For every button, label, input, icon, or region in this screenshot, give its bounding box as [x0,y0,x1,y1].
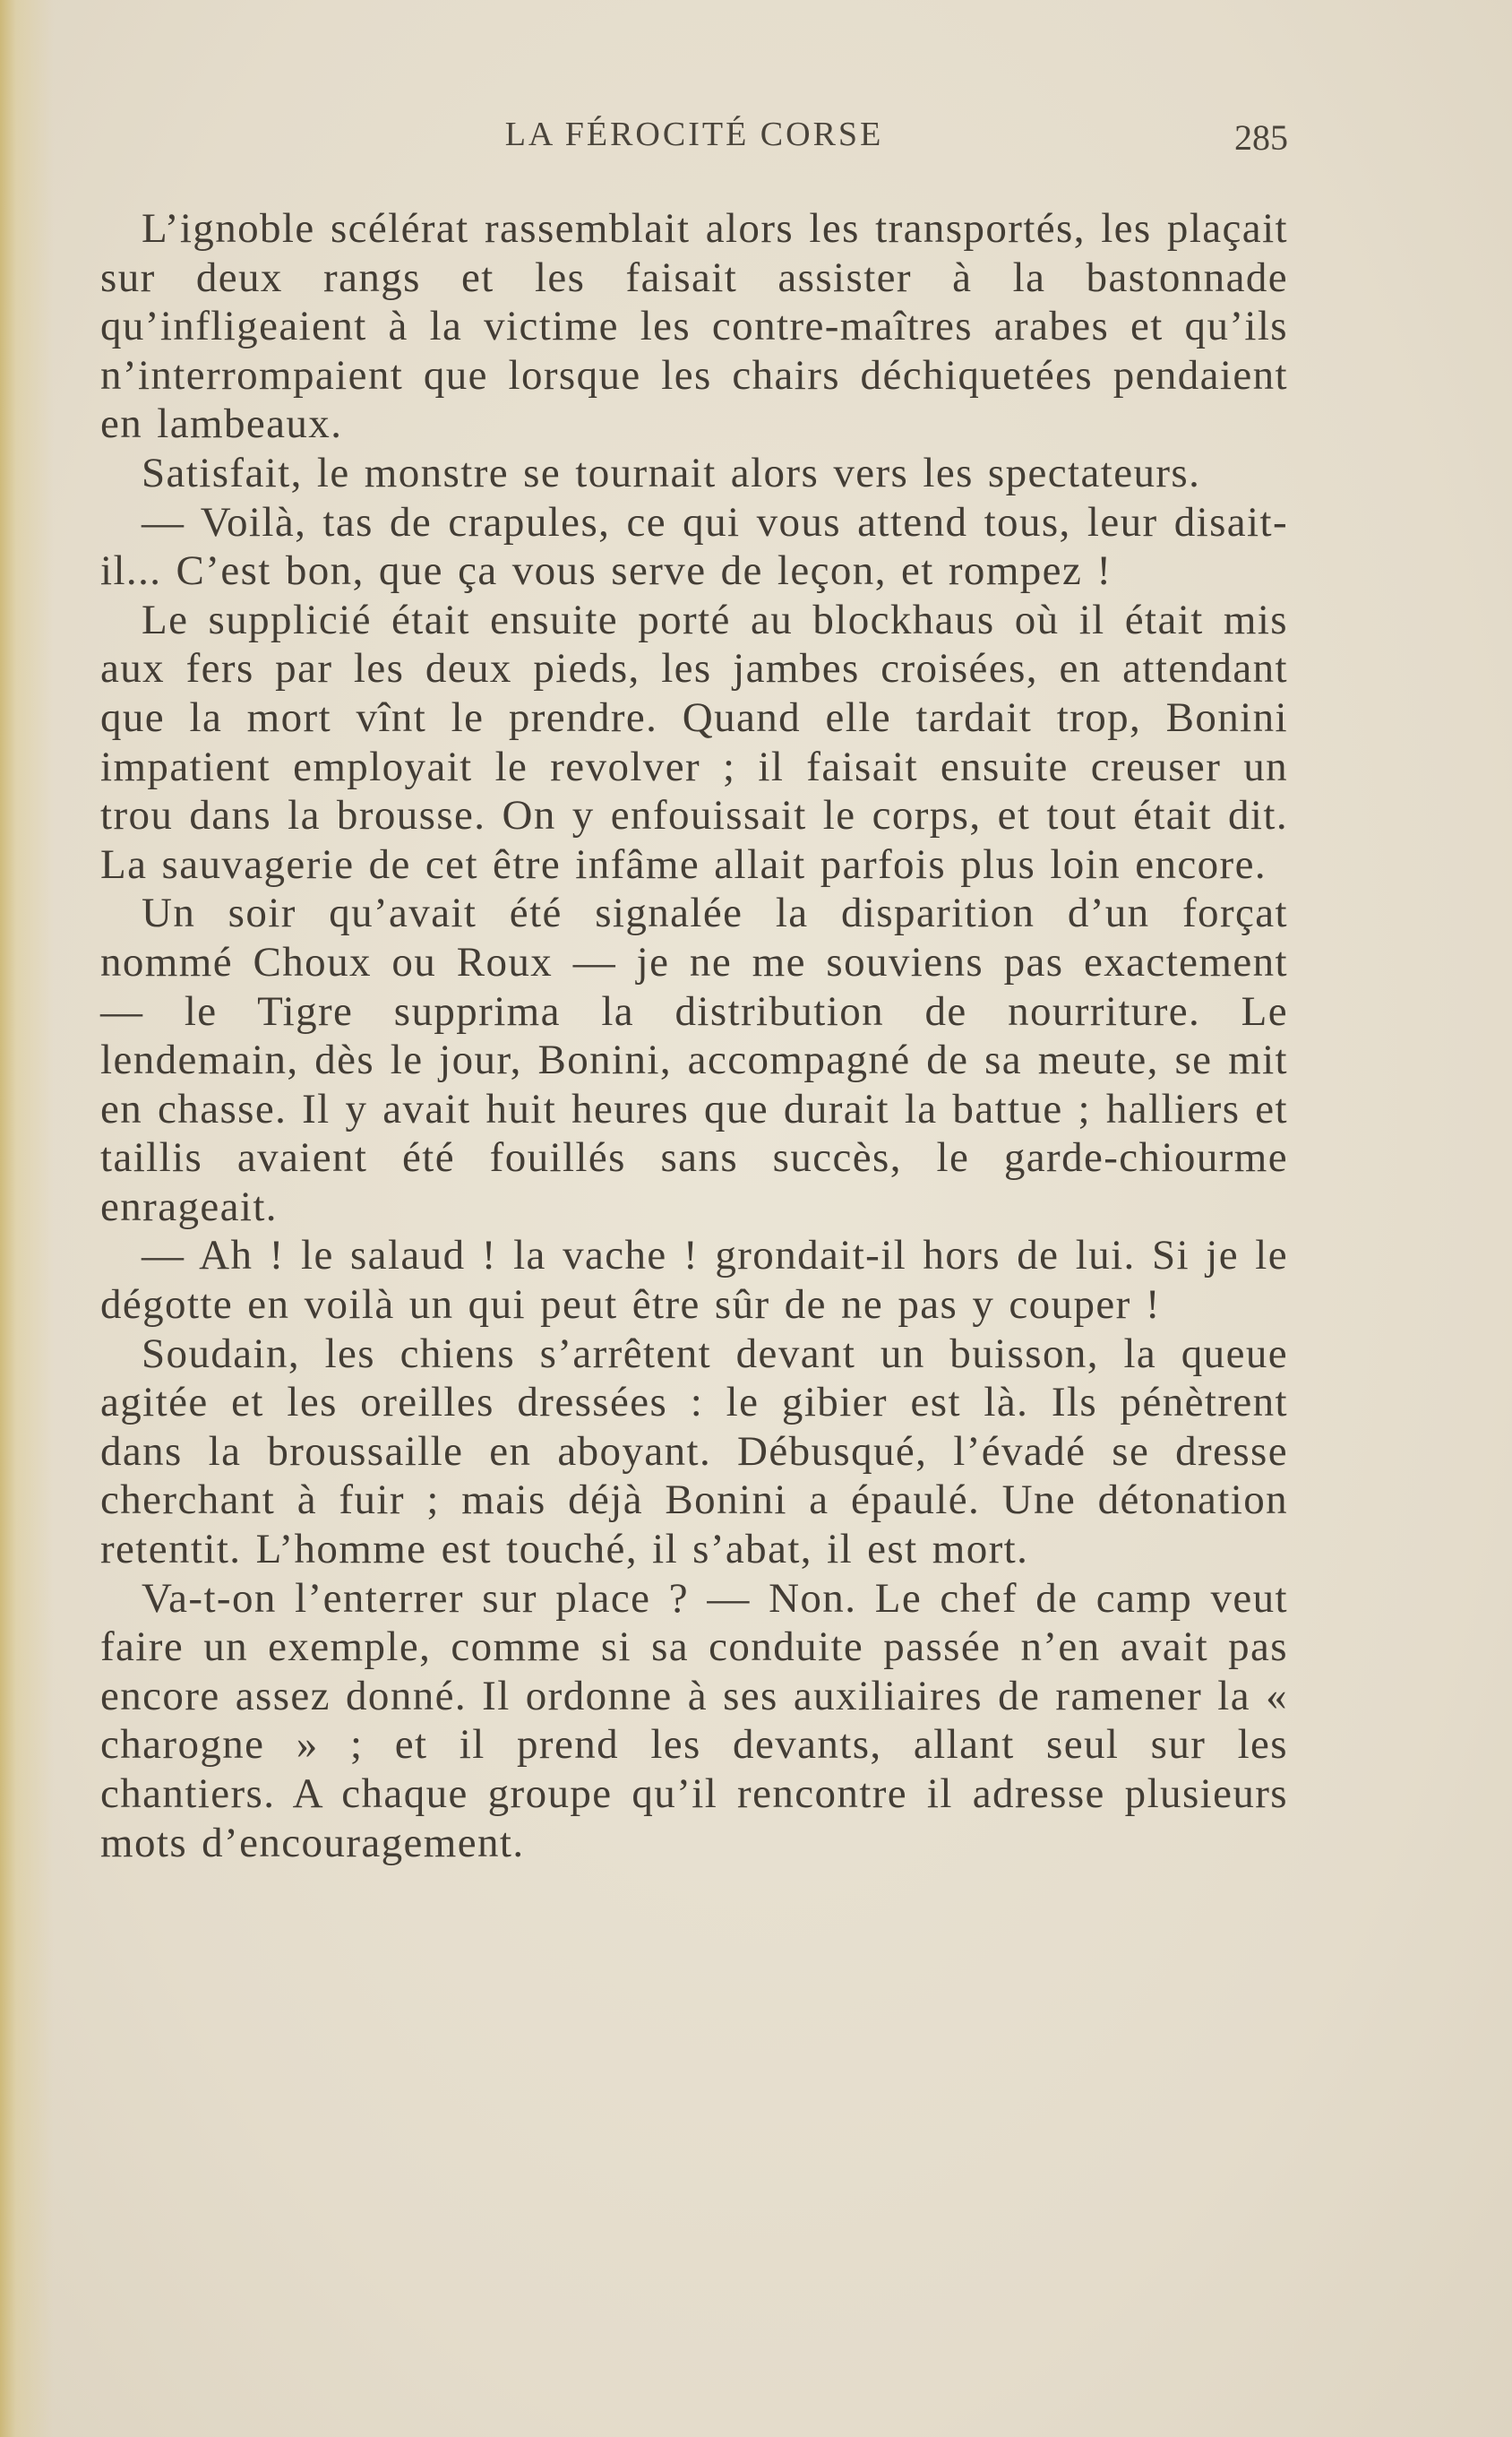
paragraph-3: — Voilà, tas de crapules, ce qui vous attend tous, leur disait-il... C’est bon, que ça vous serve de leçon, et rompez ! [100,498,1288,595]
body-text [100,204,1288,1867]
paragraph-8: Va-t-on l’enterrer sur place ? — Non. Le chef de camp veut faire un exemple, comme si sa conduite passée n’en avait pas encore assez donné. Il ordonne à ses auxiliaires de ramener la « charogne » ; et il prend les devants, allant seul sur les chantiers. A chaque groupe qu’il rencontre il adresse plusieurs mots d’encouragement. [100,1574,1288,1866]
paragraph-4: Le supplicié était ensuite porté au blockhaus où il était mis aux fers par les deux pieds, les jambes croisées, en attendant que la mort vînt le prendre. Quand elle tardait trop, Bonini impatient employait le revolver ; il faisait ensuite creuser un trou dans la brousse. On y enfouissait le corps, et tout était dit. La sauvagerie de cet être infâme allait parfois plus loin encore. [100,596,1288,888]
page-number: 285 [1234,117,1288,158]
paragraph-5: Un soir qu’avait été signalée la disparition d’un forçat nommé Choux ou Roux — je ne me souviens pas exactement — le Tigre supprima la distribution de nourriture. Le lendemain, dès le jour, Bonini, accompagné de sa meute, se mit en chasse. Il y avait huit heures que durait la battue ; halliers et taillis avaient été fouillés sans succès, le garde-chiourme enrageait. [100,890,1288,1230]
running-title: LA FÉROCITÉ CORSE [504,116,884,153]
paragraph-1: L’ignoble scélérat rassemblait alors les transportés, les plaçait sur deux rangs et les faisait assister à la bastonnade qu’infligeaient à la victime les contre-maîtres arabes et qu’ils n’interrompaient que lorsque les chairs déchiquetées pendaient en lambeaux. [100,205,1288,448]
paragraph-6: — Ah ! le salaud ! la vache ! grondait-il hors de lui. Si je le dégotte en voilà un qui peut être sûr de ne pas y couper ! [100,1232,1288,1329]
paragraph-7: Soudain, les chiens s’arrêtent devant un buisson, la queue agitée et les oreilles dressées : le gibier est là. Ils pénètrent dans la broussaille en aboyant. Débusqué, l’évadé se dresse cherchant à fuir ; mais déjà Bonini a épaulé. Une détonation retentit. L’homme est touché, il s’abat, il est mort. [100,1330,1288,1573]
paragraph-2: Satisfait, le monstre se tournait alors vers les spectateurs. [142,449,1201,496]
page-header [100,115,1288,168]
